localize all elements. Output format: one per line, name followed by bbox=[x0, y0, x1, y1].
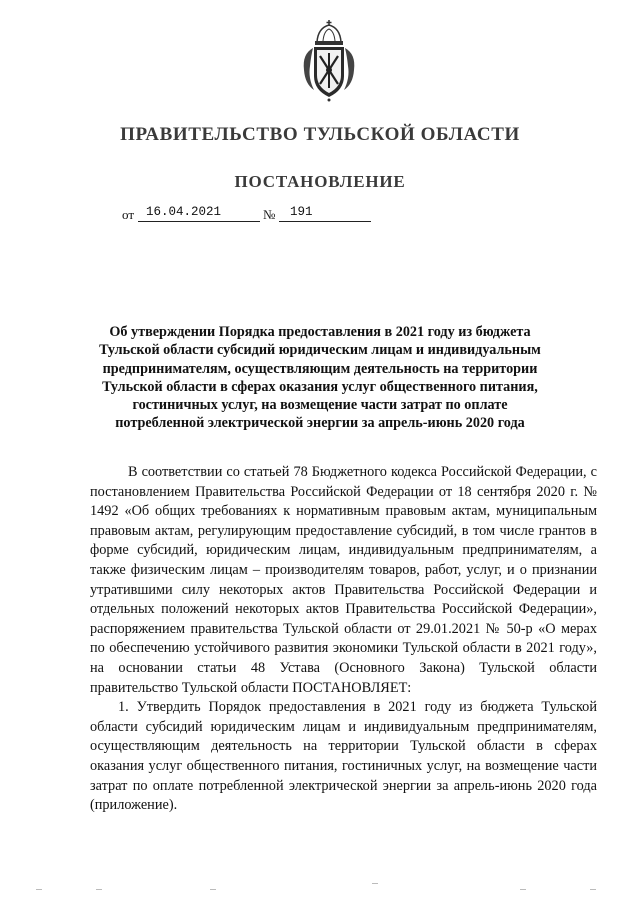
scan-artifact bbox=[372, 883, 378, 884]
document-heading: Об утверждении Порядка предоставления в 2021 году из бюджета Тульской области субсидий юридическим лицам и индивидуальным предпринимателям, осуществляющим деятельность на территории Тульской области в сферах оказания услуг общественного питания, гостиничных услуг, на возмещение части затрат по оплате потребленной электрической энергии за апрель-июнь 2020 года bbox=[99, 324, 541, 432]
date-prefix: от bbox=[122, 207, 135, 222]
scan-artifact bbox=[590, 889, 596, 890]
document-type: ПОСТАНОВЛЕНИЕ bbox=[234, 172, 406, 191]
scan-artifact bbox=[210, 889, 216, 890]
body-paragraph-preamble: В соответствии со статьей 78 Бюджетного кодекса Российской Федерации, с постановлением Правительства Российской Федерации от 18 сентября 2020 г. № 1492 «Об общих требованиях к нормативным правовым актам, муниципальным правовым актам, регулирующим предоставление субсидий, в том числе грантов в форме субсидий, юридическим лицам, индивидуальным предпринимателям, а также физическим лицам – производителям товаров, работ, услуг, и о признании утратившими силу некоторых актов Правительства Российской Федерации и отдельных положений некоторых актов Правительства Российской Федерации», распоряжением правительства Тульской области от 29.01.2021 № 50-р «О мерах по обеспечению устойчивого развития экономики Тульской области в 2021 году», на основании статьи 48 Устава (Основного Закона) Тульской области правительство Тульской области ПОСТАНОВЛЯЕТ: bbox=[90, 464, 597, 696]
body-paragraph-item-1: 1. Утвердить Порядок предоставления в 2021 году из бюджета Тульской области субсидий юридическим лицам и индивидуальным предпринимателям, осуществляющим деятельность на территории Тульской области в сферах оказания услуг общественного питания, гостиничных услуг, на возмещение части затрат по оплате потребленной электрической энергии за апрель-июнь 2020 года (приложение). bbox=[90, 699, 597, 814]
document-body bbox=[90, 463, 597, 816]
number-underline bbox=[279, 221, 371, 222]
scan-artifact bbox=[36, 889, 42, 890]
scan-artifact bbox=[520, 889, 526, 890]
government-title: ПРАВИТЕЛЬСТВО ТУЛЬСКОЙ ОБЛАСТИ bbox=[120, 124, 520, 145]
date-underline bbox=[138, 221, 260, 222]
tula-coat-of-arms-icon bbox=[300, 20, 358, 102]
document-number: 191 bbox=[290, 205, 313, 219]
document-date: 16.04.2021 bbox=[146, 205, 222, 219]
number-prefix: № bbox=[263, 207, 276, 222]
scan-artifact bbox=[96, 889, 102, 890]
